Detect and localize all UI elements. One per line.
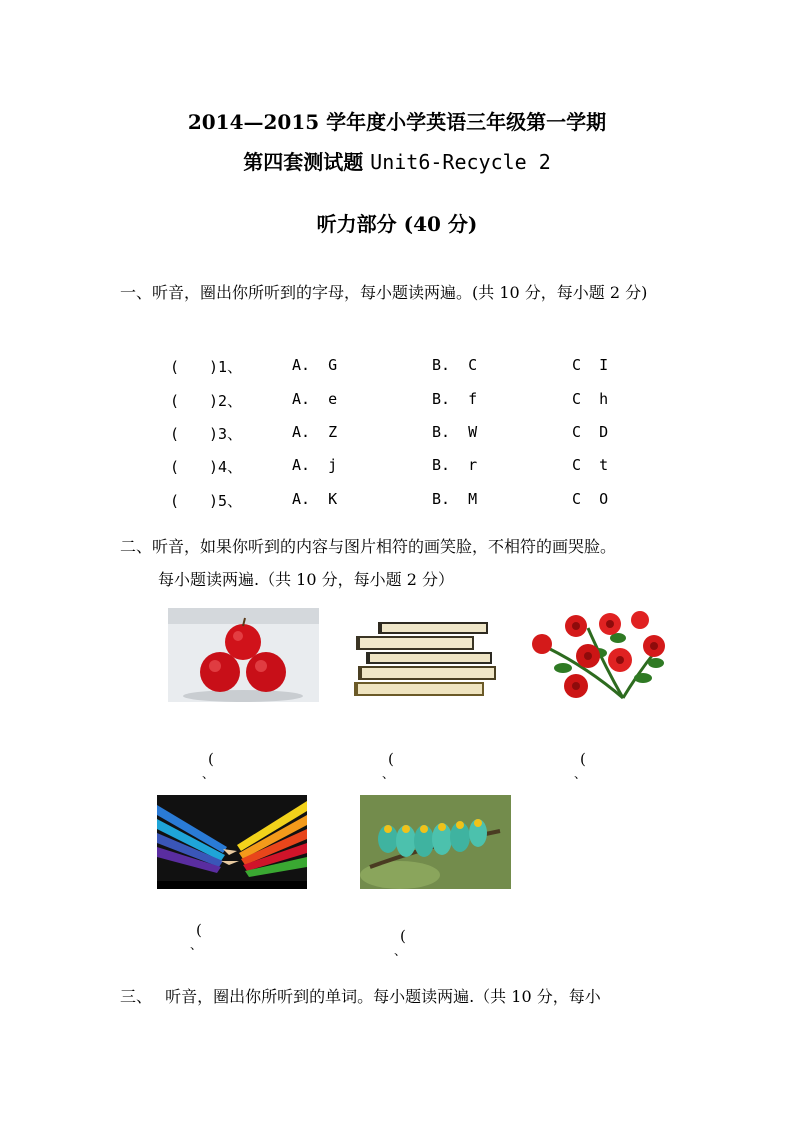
answer-bracket[interactable]: ( [196, 921, 202, 939]
option-b[interactable]: B. W [432, 423, 478, 441]
option-a[interactable]: A. K [292, 490, 338, 508]
subtitle-unit: Unit6-Recycle 2 [370, 150, 551, 174]
option-c[interactable]: C h [572, 390, 609, 408]
option-a[interactable]: A. Z [292, 423, 338, 441]
option-a[interactable]: A. j [292, 456, 338, 474]
question-number[interactable]: ( )4、 [170, 458, 243, 476]
option-b[interactable]: B. M [432, 490, 478, 508]
section2-instruction-2: 每小题读两遍.（共 10 分，每小题 2 分） [158, 570, 454, 589]
document-title: 2014—2015 学年度小学英语三年级第一学期 [187, 110, 607, 134]
question-number[interactable]: ( )1、 [170, 358, 243, 376]
question-number[interactable]: ( )5、 [170, 492, 243, 510]
answer-mark: 、 [190, 938, 203, 952]
caterpillar-picture [360, 795, 511, 889]
answer-mark: 、 [574, 767, 587, 781]
option-b[interactable]: B. r [432, 456, 478, 474]
books-picture [352, 618, 498, 698]
question-row [170, 490, 650, 514]
section2-instruction: 二、听音，如果你听到的内容与图片相符的画笑脸，不相符的画哭脸。 [120, 537, 617, 556]
option-b[interactable]: B. f [432, 390, 478, 408]
answer-mark: 、 [382, 767, 395, 781]
question-row [170, 456, 650, 480]
question-number[interactable]: ( )3、 [170, 425, 243, 443]
section1-instruction: 一、听音，圈出你所听到的字母，每小题读两遍。(共 10 分，每小题 2 分) [120, 283, 648, 302]
answer-bracket[interactable]: ( [208, 750, 214, 768]
option-c[interactable]: C O [572, 490, 609, 508]
section3-instruction: 三、 听音，圈出你所听到的单词。每小题读两遍.（共 10 分，每小 [120, 987, 601, 1006]
option-c[interactable]: C I [572, 356, 609, 374]
question-number[interactable]: ( )2、 [170, 392, 243, 410]
roses-picture [528, 608, 679, 702]
option-c[interactable]: C D [572, 423, 609, 441]
option-c[interactable]: C t [572, 456, 609, 474]
pencils-picture [157, 795, 307, 889]
question-row [170, 390, 650, 414]
answer-bracket[interactable]: ( [580, 750, 586, 768]
section-heading: 听力部分 (40 分) [316, 212, 478, 236]
answer-mark: 、 [202, 767, 215, 781]
option-b[interactable]: B. C [432, 356, 478, 374]
apples-picture [168, 608, 319, 702]
question-row [170, 423, 650, 447]
subtitle-cn: 第四套测试题 [243, 150, 364, 174]
option-a[interactable]: A. e [292, 390, 338, 408]
question-row [170, 356, 650, 380]
option-a[interactable]: A. G [292, 356, 338, 374]
answer-bracket[interactable]: ( [400, 927, 406, 945]
answer-bracket[interactable]: ( [388, 750, 394, 768]
document-subtitle [0, 146, 794, 175]
answer-mark: 、 [394, 944, 407, 958]
